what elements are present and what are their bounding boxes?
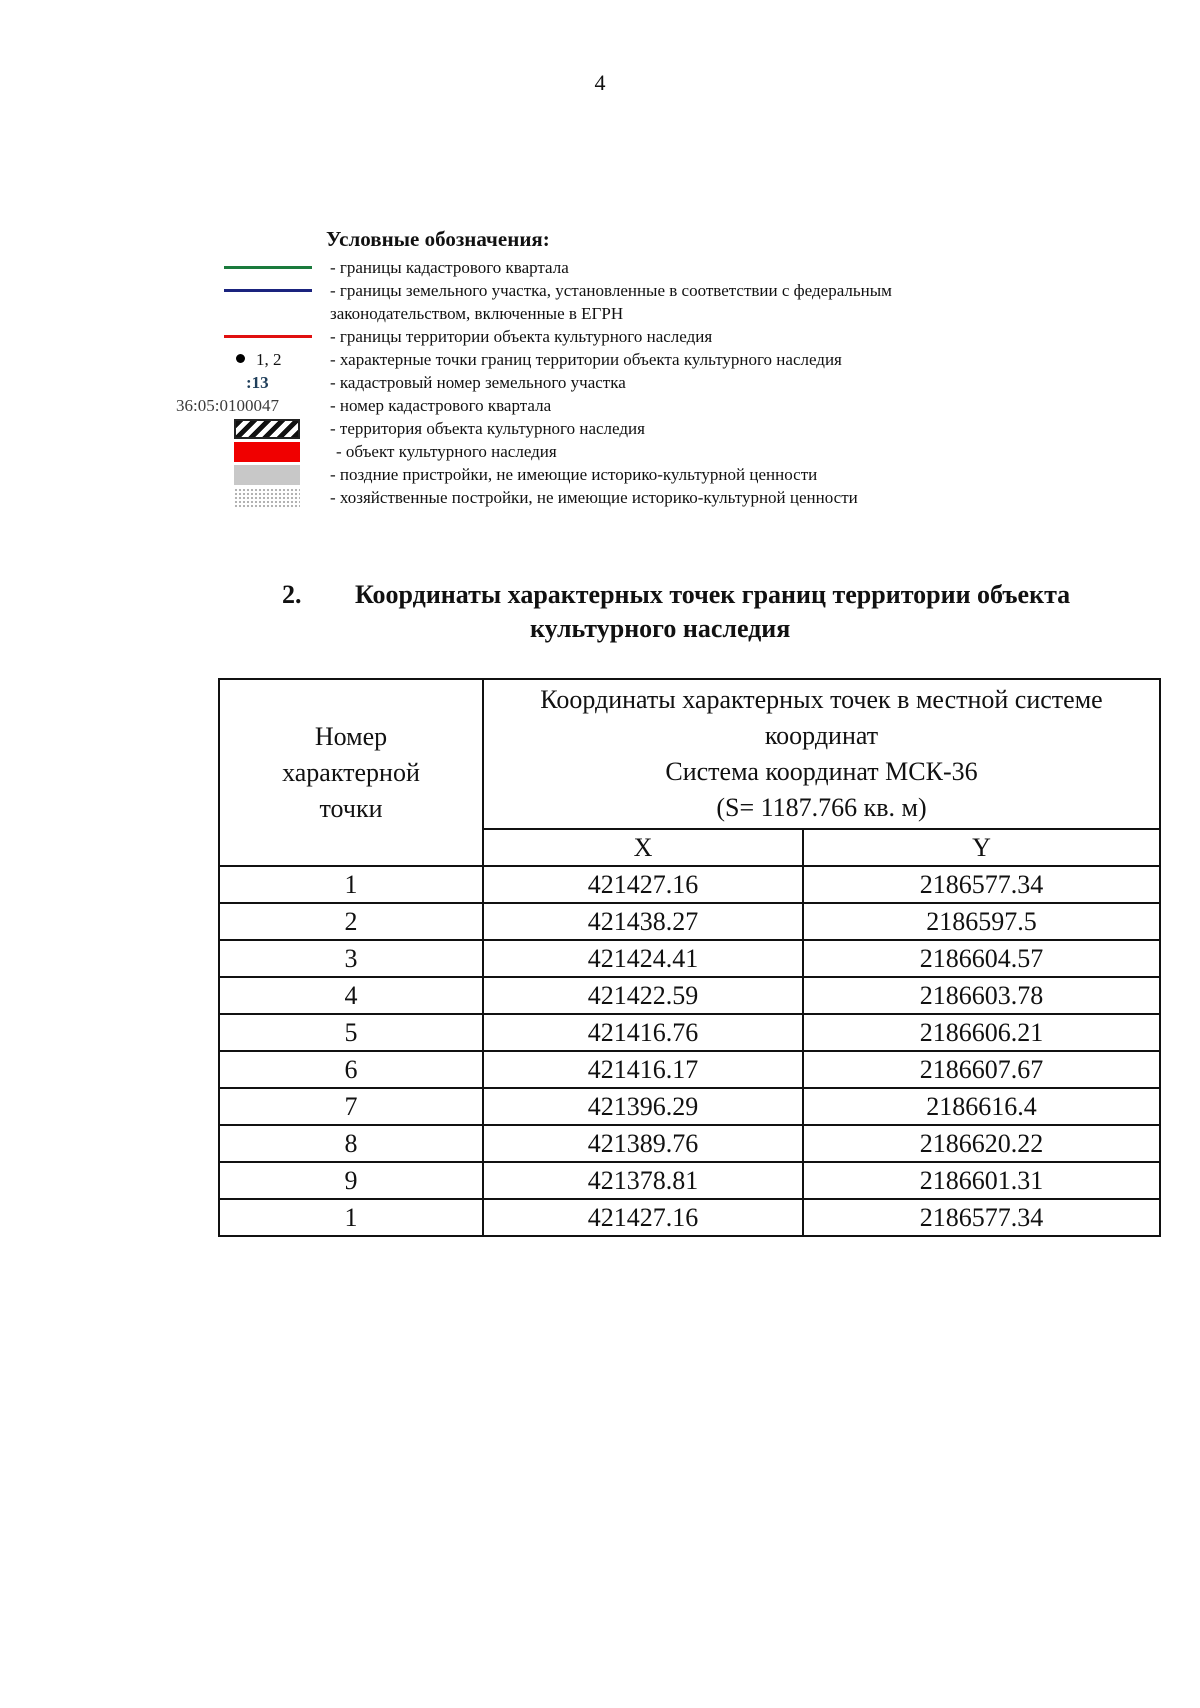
page-number: 4 <box>594 70 606 95</box>
legend-item-late-extensions: - поздние пристройки, не имеющие историко-культурной ценности <box>196 463 1076 486</box>
cell-y: 2186601.31 <box>803 1162 1160 1199</box>
cell-y: 2186577.34 <box>803 1199 1160 1236</box>
cell-point-number: 5 <box>219 1014 483 1051</box>
table-row <box>219 1162 1160 1199</box>
cell-point-number: 1 <box>219 1199 483 1236</box>
cell-point-number: 2 <box>219 903 483 940</box>
cell-x: 421427.16 <box>483 866 803 903</box>
cell-y: 2186607.67 <box>803 1051 1160 1088</box>
legend-item-outbuildings: - хозяйственные постройки, не имеющие историко-культурной ценности <box>196 486 1076 509</box>
cell-x: 421424.41 <box>483 940 803 977</box>
table-row <box>219 903 1160 940</box>
legend-item-heritage-object: - объект культурного наследия <box>196 440 1076 463</box>
cell-x: 421422.59 <box>483 977 803 1014</box>
table-row <box>219 977 1160 1014</box>
section-number: 2. <box>282 580 302 609</box>
section-title-line2: культурного наследия <box>530 614 791 643</box>
header-y: Y <box>803 829 1160 866</box>
cell-y: 2186604.57 <box>803 940 1160 977</box>
table-row <box>219 1199 1160 1236</box>
cell-point-number: 4 <box>219 977 483 1014</box>
cell-y: 2186620.22 <box>803 1125 1160 1162</box>
grey-rect-icon <box>234 465 300 485</box>
cell-y: 2186616.4 <box>803 1088 1160 1125</box>
green-line-icon <box>224 266 312 269</box>
legend-title: Условные обозначения: <box>326 227 550 251</box>
cell-point-number: 1 <box>219 866 483 903</box>
cell-x: 421389.76 <box>483 1125 803 1162</box>
legend-item-heritage-territory-border: - границы территории объекта культурного наследия <box>196 325 1076 348</box>
table-row <box>219 1051 1160 1088</box>
cell-point-number: 9 <box>219 1162 483 1199</box>
header-x: X <box>483 829 803 866</box>
cell-y: 2186606.21 <box>803 1014 1160 1051</box>
table-row <box>219 1014 1160 1051</box>
table-row <box>219 1125 1160 1162</box>
coordinates-table <box>218 678 1161 1237</box>
cell-x: 421438.27 <box>483 903 803 940</box>
cell-x: 421416.17 <box>483 1051 803 1088</box>
legend-item-characteristic-points: 1, 2 - характерные точки границ территории объекта культурного наследия <box>196 348 1076 371</box>
red-rect-icon <box>234 442 300 462</box>
dotted-rect-icon <box>234 488 300 508</box>
cell-y: 2186603.78 <box>803 977 1160 1014</box>
point-icon <box>236 354 245 363</box>
red-line-icon <box>224 335 312 338</box>
legend-item-land-plot-border: - границы земельного участка, установленные в соответствии с федеральным законодательством, включенные в ЕГРН <box>196 279 1076 302</box>
header-coordinates: Координаты характерных точек в местной системе координат Система координат МСК-36 (S= 1187.766 кв. м) <box>483 679 1160 829</box>
header-point-number: Номер характерной точки <box>219 679 483 866</box>
table-row <box>219 940 1160 977</box>
cell-point-number: 8 <box>219 1125 483 1162</box>
cell-y: 2186577.34 <box>803 866 1160 903</box>
section-title-line1: Координаты характерных точек границ территории объекта <box>355 580 1071 609</box>
cell-y: 2186597.5 <box>803 903 1160 940</box>
cell-point-number: 6 <box>219 1051 483 1088</box>
cell-point-number: 3 <box>219 940 483 977</box>
legend-item-quarter-number: 36:05:0100047 - номер кадастрового квартала <box>176 396 552 415</box>
hatched-rect-icon <box>234 419 300 439</box>
blue-line-icon <box>224 289 312 292</box>
legend-item-heritage-territory: - территория объекта культурного наследия <box>196 417 1076 440</box>
table-row <box>219 866 1160 903</box>
cell-x: 421396.29 <box>483 1088 803 1125</box>
cell-x: 421378.81 <box>483 1162 803 1199</box>
legend-item-parcel-number: :13 - кадастровый номер земельного участка <box>246 373 626 392</box>
cell-point-number: 7 <box>219 1088 483 1125</box>
cell-x: 421416.76 <box>483 1014 803 1051</box>
table-row <box>219 1088 1160 1125</box>
cell-x: 421427.16 <box>483 1199 803 1236</box>
legend-item-cadastral-quarter-border: - границы кадастрового квартала <box>196 256 1076 279</box>
